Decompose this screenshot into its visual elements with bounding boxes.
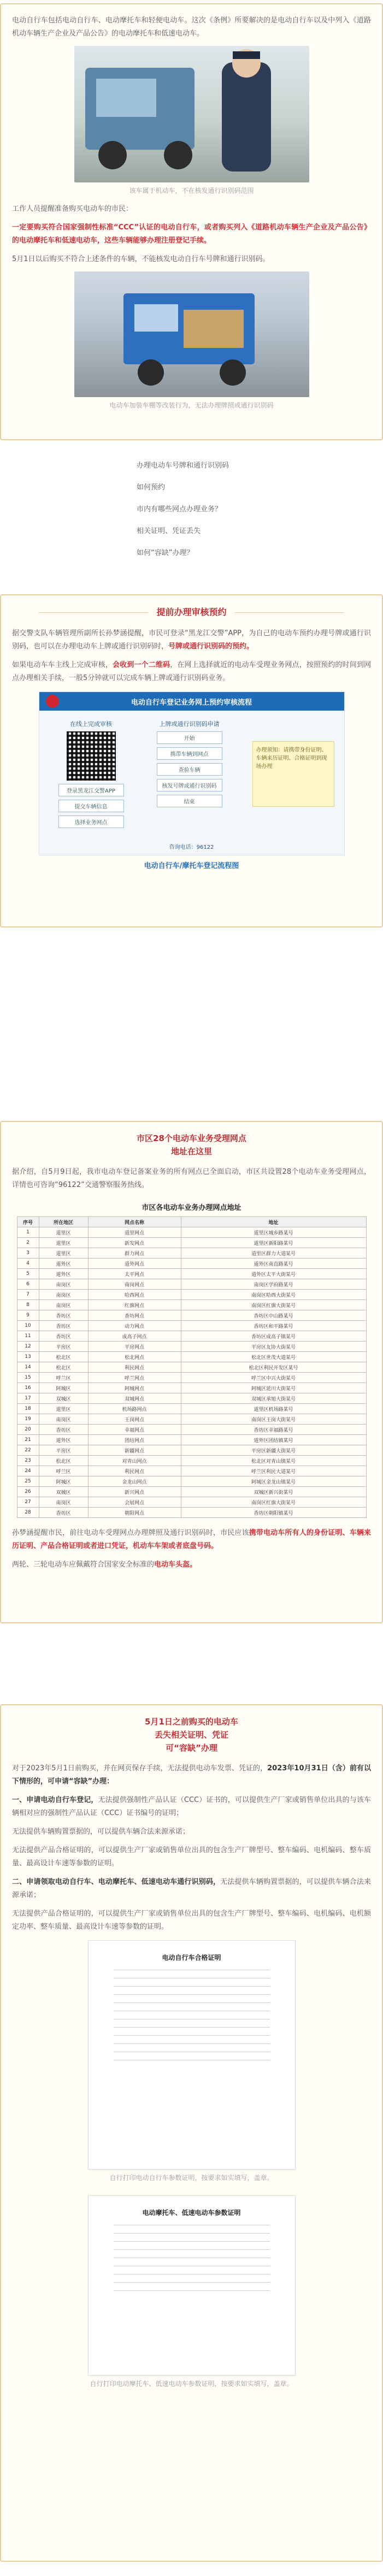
table-header-cell: 所在地区 — [39, 1217, 88, 1227]
qr-code-icon — [67, 731, 116, 781]
table-cell: 19 — [17, 1414, 39, 1425]
table-cell: 13 — [17, 1352, 39, 1362]
booking-flow-diagram — [39, 692, 345, 855]
table-cell: 松北区 — [39, 1362, 88, 1373]
table-cell: 11 — [17, 1331, 39, 1342]
table-cell: 24 — [17, 1466, 39, 1476]
table-cell: 7 — [17, 1290, 39, 1300]
tolerance-item-1 — [12, 1794, 371, 1820]
table-row — [17, 1321, 366, 1331]
sites-card — [0, 1121, 383, 1623]
table-cell: 阿城区延川大街某号 — [181, 1383, 366, 1393]
sites-title-line-2: 地址在这里 — [170, 1147, 212, 1156]
intro-paragraph-4: 5月1日以后购买不符合上述条件的车辆，不能核发电动自行车号牌和通行识别码。 — [12, 255, 270, 263]
table-cell: 松北区利民开发区某号 — [181, 1362, 366, 1373]
table-cell: 道里区 — [39, 1404, 88, 1414]
table-cell: 太平网点 — [88, 1269, 181, 1279]
diagram-header — [39, 692, 344, 711]
tolerance-item-2: 无法提供车辆购置票据的，可以提供车辆合法来源承诺； — [12, 1828, 190, 1836]
table-row — [17, 1331, 366, 1342]
booking-paragraph-2-emph: 会收到一个二维码 — [113, 661, 170, 669]
intro-paragraph-2: 工作人员提醒准备购买电动车的市民： — [12, 205, 133, 213]
table-cell: 双城区 — [39, 1487, 88, 1497]
document-line — [114, 2035, 270, 2036]
table-header-row — [17, 1217, 366, 1227]
table-cell: 呼兰网点 — [88, 1373, 181, 1383]
table-cell: 3 — [17, 1248, 39, 1259]
question-item: 市内有哪些网点办理业务？ — [137, 505, 222, 513]
table-row — [17, 1476, 366, 1487]
table-cell: 平房区新疆大街某号 — [181, 1445, 366, 1456]
table-row — [17, 1508, 366, 1518]
table-cell: 道里区机场路某号 — [181, 1404, 366, 1414]
table-cell: 9 — [17, 1310, 39, 1321]
table-cell: 呼兰区中兴大街某号 — [181, 1373, 366, 1383]
diagram-left-column — [50, 719, 132, 831]
table-row — [17, 1342, 366, 1352]
table-row — [17, 1487, 366, 1497]
table-cell: 道外区团结镇某号 — [181, 1435, 366, 1445]
table-cell: 成高子网点 — [88, 1331, 181, 1342]
table-cell: 香坊网点 — [88, 1310, 181, 1321]
table-cell: 呼兰区利民大道某号 — [181, 1466, 366, 1476]
document-title: 电动摩托车、低速电动车参数证明 — [142, 2209, 241, 2217]
table-cell: 双城区承旭大街某号 — [181, 1393, 366, 1404]
table-cell: 道里区 — [39, 1227, 88, 1238]
diagram-header-text: 电动自行车登记业务网上预约审核流程 — [131, 698, 252, 707]
table-cell: 松北区 — [39, 1352, 88, 1362]
table-cell: 平房区 — [39, 1342, 88, 1352]
document-line — [114, 2282, 270, 2283]
table-cell: 群力网点 — [88, 1248, 181, 1259]
table-cell: 利民网点 — [88, 1466, 181, 1476]
table-row — [17, 1279, 366, 1290]
question-list — [0, 445, 383, 560]
table-cell: 红旗网点 — [88, 1300, 181, 1310]
table-cell: 4 — [17, 1259, 39, 1269]
table-cell: 新发网点 — [88, 1238, 181, 1248]
table-cell: 1 — [17, 1227, 39, 1238]
table-cell: 6 — [17, 1279, 39, 1290]
table-cell: 南岗区 — [39, 1300, 88, 1310]
table-cell: 5 — [17, 1269, 39, 1279]
table-row — [17, 1445, 366, 1456]
diagram-caption: 电动自行车/摩托车登记流程图 — [144, 862, 239, 870]
tolerance-title-line-2: 丢失相关证明、凭证 — [154, 1730, 228, 1740]
table-cell: 23 — [17, 1456, 39, 1466]
table-cell: 利民网点 — [88, 1362, 181, 1373]
intro-paragraph-1: 电动自行车包括电动自行车、电动摩托车和轻便电动车。这次《条例》所要解决的是电动自行车以及中列入《道路机动车辆生产企业及产品公告》的电动摩托车和低速电动车。 — [12, 16, 371, 38]
table-header-cell: 序号 — [17, 1217, 39, 1227]
tolerance-item-4 — [12, 1876, 371, 1902]
table-cell: 22 — [17, 1445, 39, 1456]
table-cell: 道外区 — [39, 1259, 88, 1269]
table-header-cell: 地址 — [181, 1217, 366, 1227]
table-cell: 28 — [17, 1508, 39, 1518]
table-cell: 团结网点 — [88, 1435, 181, 1445]
table-cell: 南岗区哈西大街某号 — [181, 1290, 366, 1300]
diagram-step: 结束 — [157, 795, 222, 807]
table-cell: 南岗区王岗大街某号 — [181, 1414, 366, 1425]
question-item: 如何“容缺”办理？ — [137, 549, 194, 557]
table-cell: 南岗网点 — [88, 1279, 181, 1290]
table-cell: 2 — [17, 1238, 39, 1248]
table-cell: 南岗区学府路某号 — [181, 1279, 366, 1290]
table-cell: 26 — [17, 1487, 39, 1497]
table-cell: 10 — [17, 1321, 39, 1331]
table-cell: 阿城区金龙山镇某号 — [181, 1476, 366, 1487]
table-row — [17, 1404, 366, 1414]
table-row — [17, 1383, 366, 1393]
table-row — [17, 1352, 366, 1362]
sites-paragraph-3 — [12, 1558, 371, 1571]
photo2-caption: 电动车加装车棚等改装行为，无法办理牌照或通行识别码 — [109, 401, 274, 409]
table-cell: 道里区 — [39, 1238, 88, 1248]
diagram-right-column — [149, 719, 231, 811]
diagram-step: 核发号牌或通行识别码 — [157, 779, 222, 791]
table-row — [17, 1425, 366, 1435]
table-row — [17, 1373, 366, 1383]
table-cell: 阿城区 — [39, 1476, 88, 1487]
tolerance-paragraph-1-emph: 2023年10月31日（含）前有以下情形的，可申请“容缺”办理： — [12, 1764, 371, 1786]
table-cell: 南岗区 — [39, 1279, 88, 1290]
table-cell: 16 — [17, 1383, 39, 1393]
table-cell: 27 — [17, 1497, 39, 1508]
table-cell: 道外区 — [39, 1435, 88, 1445]
table-cell: 香坊区朝阳镇某号 — [181, 1508, 366, 1518]
diagram-step: 携带车辆到网点 — [157, 747, 222, 760]
table-cell: 8 — [17, 1300, 39, 1310]
table-cell: 金龙山网点 — [88, 1476, 181, 1487]
table-cell: 朝阳网点 — [88, 1508, 181, 1518]
table-row — [17, 1259, 366, 1269]
table-cell: 阿城网点 — [88, 1383, 181, 1393]
table-cell: 道里区群力大道某号 — [181, 1248, 366, 1259]
table-cell: 阿城区 — [39, 1383, 88, 1393]
police-badge-icon — [46, 695, 59, 708]
table-cell: 道里网点 — [88, 1227, 181, 1238]
table-header-cell: 网点名称 — [88, 1217, 181, 1227]
table-cell: 香坊区 — [39, 1508, 88, 1518]
document-line — [114, 2002, 270, 2003]
table-cell: 呼兰区 — [39, 1373, 88, 1383]
table-row — [17, 1362, 366, 1373]
table-cell: 南岗区 — [39, 1497, 88, 1508]
table-cell: 道外区太平大街某号 — [181, 1269, 366, 1279]
title-divider — [235, 612, 344, 613]
table-cell: 松北网点 — [88, 1352, 181, 1362]
table-row — [17, 1414, 366, 1425]
document-line — [114, 1994, 270, 1995]
table-cell: 松北区世茂大道某号 — [181, 1352, 366, 1362]
table-cell: 12 — [17, 1342, 39, 1352]
table-row — [17, 1435, 366, 1445]
question-item: 办理电动车号牌和通行识别码 — [137, 462, 229, 470]
tolerance-item-3: 无法提供产品合格证明的，可以提供生产厂家或销售单位出具的包含生产厂牌型号、整车编码、电机编码、整车质量、最高设计车速等参数的证明。 — [12, 1846, 371, 1868]
table-cell: 对青山网点 — [88, 1456, 181, 1466]
table-cell: 幸福网点 — [88, 1425, 181, 1435]
tolerance-item-5: 无法提供产品合格证明的，可以提供生产厂家或销售单位出具的包含生产厂牌型号、整车编码、电机编码、电机额定功率、整车质量、最高设计车速等参数的证明。 — [12, 1910, 371, 1931]
document-line — [114, 2043, 270, 2044]
tolerance-paragraph-1 — [12, 1762, 371, 1788]
booking-paragraph-1-text: 据交警支队车辆管理所副所长孙梦涵提醒，市民可登录“黑龙江交警”APP，为自己的电动车预约办理号牌或通行识别码，也可以在办理电动车上牌或通行识别码时， — [12, 629, 371, 651]
sites-paragraph-2-a: 孙梦涵提醒市民，前往电动车受理网点办理牌照及通行识别码时，市民应该 — [12, 1529, 249, 1537]
table-row — [17, 1393, 366, 1404]
canopy-photo-graphic — [74, 271, 309, 397]
sites-paragraph-3-emph: 电动车头盔。 — [154, 1561, 197, 1569]
sites-paragraph-1: 据介绍，自5月9日起，我市电动车登记备案业务的所有网点已全面启动，市区共设置28个电动车业务受理网点，详情也可咨询“96122”交通警察服务热线。 — [12, 1168, 371, 1189]
table-row — [17, 1227, 366, 1238]
table-cell: 动力网点 — [88, 1321, 181, 1331]
sites-table-caption: 市区各电动车业务办理网点地址 — [142, 1204, 241, 1212]
document-line — [114, 2233, 270, 2234]
table-cell: 25 — [17, 1476, 39, 1487]
table-cell: 南岗区 — [39, 1290, 88, 1300]
certificate-document-1 — [88, 1940, 296, 2170]
table-cell: 香坊区幸福路某号 — [181, 1425, 366, 1435]
table-row — [17, 1466, 366, 1476]
diagram-note: 办理须知：请携带身份证明、车辆来历证明、合格证明到现场办理 — [252, 741, 334, 807]
canopy-photo — [74, 271, 309, 397]
table-cell: 双城网点 — [88, 1393, 181, 1404]
table-cell: 会展网点 — [88, 1497, 181, 1508]
table-row — [17, 1290, 366, 1300]
document-1-caption: 自行打印电动自行车参数证明，按要求如实填写，盖章。 — [109, 2174, 274, 2182]
diagram-step: 选择业务网点 — [58, 816, 124, 828]
tolerance-title-line-1: 5月1日之前购买的电动车 — [145, 1717, 238, 1727]
table-cell: 道里区 — [39, 1248, 88, 1259]
booking-card — [0, 594, 383, 927]
question-item: 相关证明、凭证丢失 — [137, 527, 201, 535]
table-cell: 平房区友协大街某号 — [181, 1342, 366, 1352]
table-row — [17, 1300, 366, 1310]
table-cell: 哈西网点 — [88, 1290, 181, 1300]
booking-paragraph-1-emph: 号牌或通行识别码的预约。 — [168, 642, 254, 651]
sites-paragraph-3-a: 两轮、三轮电动车应佩戴符合国家安全标准的 — [12, 1561, 155, 1569]
table-cell: 王岗网点 — [88, 1414, 181, 1425]
tolerance-paragraph-1-a: 对于2023年5月1日前购买，并在网页保存手续，无法提供电动车发票、凭证的， — [12, 1764, 268, 1773]
table-cell: 香坊区 — [39, 1310, 88, 1321]
scooter-photo — [74, 46, 309, 182]
table-cell: 南岗区 — [39, 1414, 88, 1425]
sites-title-line-1: 市区28个电动车业务受理网点 — [137, 1133, 246, 1143]
table-row — [17, 1456, 366, 1466]
sites-table — [17, 1197, 367, 1518]
table-cell: 17 — [17, 1393, 39, 1404]
table-cell: 道外区南直路某号 — [181, 1259, 366, 1269]
document-title: 电动自行车合格证明 — [162, 1954, 221, 1961]
table-cell: 20 — [17, 1425, 39, 1435]
diagram-step: 开始 — [157, 731, 222, 744]
table-cell: 18 — [17, 1404, 39, 1414]
diagram-right-title: 上牌或通行识别码申请 — [159, 720, 220, 728]
diagram-left-title: 在线上完成审核 — [70, 720, 112, 728]
certificate-document-2 — [88, 2195, 296, 2376]
table-cell: 香坊区 — [39, 1321, 88, 1331]
table-cell: 松北区对青山镇某号 — [181, 1456, 366, 1466]
document-line — [114, 2290, 270, 2291]
table-cell: 道里区城乡路某号 — [181, 1227, 366, 1238]
table-cell: 双城区 — [39, 1393, 88, 1404]
photo1-caption: 该车属于机动车，不在核发通行识别码范围 — [129, 187, 254, 194]
title-divider — [39, 612, 148, 613]
document-2-caption: 自行打印电动摩托车、低速电动车参数证明，按要求如实填写，盖章。 — [90, 2380, 293, 2388]
table-cell: 道外网点 — [88, 1259, 181, 1269]
table-cell: 呼兰区 — [39, 1466, 88, 1476]
table-cell: 平房网点 — [88, 1342, 181, 1352]
table-cell: 松北区 — [39, 1456, 88, 1466]
table-row — [17, 1310, 366, 1321]
table-cell: 南岗区红旗大街某号 — [181, 1300, 366, 1310]
table-cell: 新兴网点 — [88, 1487, 181, 1497]
table-cell: 香坊区 — [39, 1425, 88, 1435]
table-row — [17, 1238, 366, 1248]
table-row — [17, 1248, 366, 1259]
table-cell: 双城区新兴街某号 — [181, 1487, 366, 1497]
table-cell: 平房区 — [39, 1445, 88, 1456]
table-row — [17, 1497, 366, 1508]
tolerance-card — [0, 1704, 383, 2562]
table-cell: 南岗区红旗大街某号 — [181, 1497, 366, 1508]
sites-paragraph-2-emph: 携带电动车所有人的身份证明、车辆来历证明、产品合格证明或者进口凭证，机动车车架或者底盘号码。 — [12, 1529, 371, 1550]
table-cell: 香坊区中山路某号 — [181, 1310, 366, 1321]
diagram-step: 登录黑龙江交警APP — [58, 784, 124, 796]
table-cell: 新疆网点 — [88, 1445, 181, 1456]
table-cell: 香坊区 — [39, 1331, 88, 1342]
tolerance-title-line-3: 可“容缺”办理 — [166, 1743, 217, 1753]
table-cell: 机场路网点 — [88, 1404, 181, 1414]
table-cell: 21 — [17, 1435, 39, 1445]
tolerance-item-1-title: 一、申请电动自行车登记， — [12, 1796, 98, 1804]
table-cell: 道外区 — [39, 1269, 88, 1279]
table-row — [17, 1269, 366, 1279]
booking-paragraph-2-a: 如果电动车车主线上完成审核， — [12, 661, 113, 669]
diagram-step: 提交车辆信息 — [58, 800, 124, 812]
table-cell: 香坊区和平路某号 — [181, 1321, 366, 1331]
table-cell: 15 — [17, 1373, 39, 1383]
tolerance-item-4-text: 无法提供车辆购置票据的，可以提供车辆合法来源承诺； — [12, 1878, 371, 1899]
diagram-footer: 咨询电话：96122 — [169, 844, 214, 850]
booking-paragraph-2-b: ，在网上选择就近的电动车受理业务网点，按照预约的时间到网点办理相关手续，一般5分钟就可以完成车辆上牌或通行识别码业务。 — [12, 661, 371, 682]
intro-paragraph-3: 一定要购买符合国家强制性标准“CCC”认证的电动自行车，或者购买列入《道路机动车辆生产企业及产品公告》的电动摩托车和低速电动车，这些车辆能够办理注册登记手续。 — [12, 223, 371, 245]
booking-title — [12, 605, 371, 619]
sites-paragraph-2 — [12, 1527, 371, 1553]
document-line — [114, 1986, 270, 1987]
sites-table-body — [17, 1227, 366, 1518]
booking-title-text: 提前办理审核预约 — [156, 607, 227, 617]
document-line — [114, 2249, 270, 2250]
booking-paragraph-2 — [12, 659, 371, 685]
diagram-step: 查验车辆 — [157, 763, 222, 776]
document-line — [114, 2027, 270, 2028]
tolerance-item-1-text: 无法提供强制性产品认证（CCC）证书的，可以提供生产厂家或销售单位出具的与该车辆相对应的强制性产品认证（CCC）证书编号的证明； — [12, 1796, 371, 1817]
scooter-photo-graphic — [74, 46, 309, 182]
table-cell: 14 — [17, 1362, 39, 1373]
question-item: 如何预约 — [137, 483, 166, 492]
tolerance-item-4-title: 二、申请领取电动自行车、电动摩托车、低速电动车通行识别码， — [12, 1878, 221, 1886]
table-cell: 香坊区成高子镇某号 — [181, 1331, 366, 1342]
intro-card — [0, 3, 383, 440]
booking-paragraph-1 — [12, 627, 371, 653]
table-cell: 道里区新阳路某号 — [181, 1238, 366, 1248]
document-line — [114, 2241, 270, 2242]
